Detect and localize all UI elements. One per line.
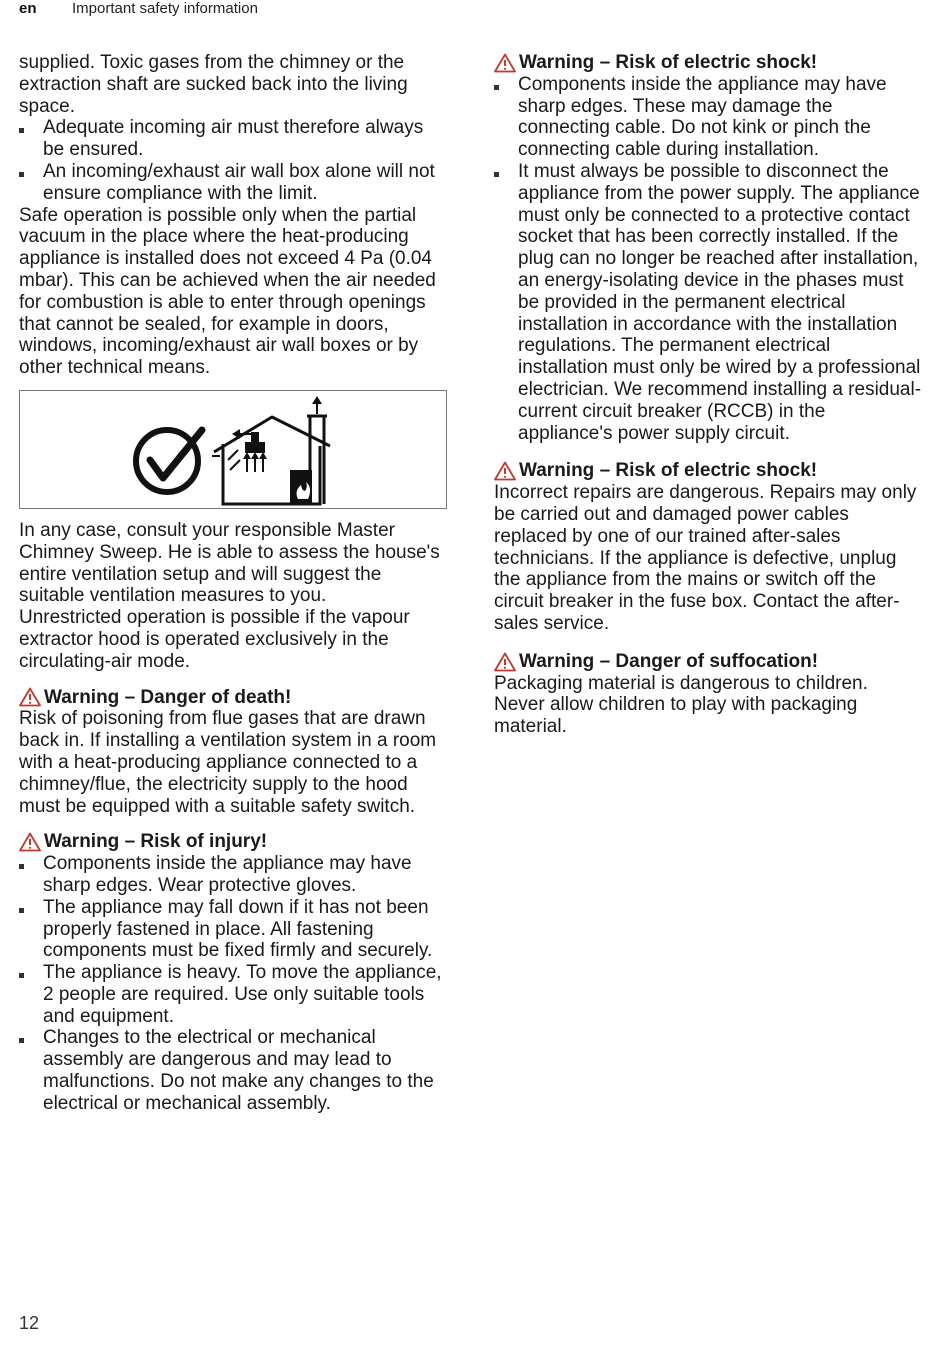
list-item: It must always be possible to disconnect the appliance from the power supply. The appliance must only be connected to a protective contact socket that has been correctly installed. If the plug can no longer be reached after installation, an energy-isolating device in the phases must be provided in the permanent electrical installation in accordance with the installation regulations. The permanent electrical installation must only be wired by a professional electrician. We recommend installing a residual-current circuit breaker (RCCB) in the appliance's power supply circuit.	[494, 161, 922, 444]
intro-paragraph: supplied. Toxic gases from the chimney or the extraction shaft are sucked back into the living space.	[19, 52, 408, 117]
warning-title: Warning – Risk of electric shock!	[519, 460, 818, 482]
right-column	[494, 52, 922, 738]
consult-paragraph: In any case, consult your responsible Master Chimney Sweep. He is able to assess the house's entire ventilation setup and will suggest the suitable ventilation measures to you.	[19, 519, 440, 607]
left-column	[19, 52, 447, 1115]
list-item: Adequate incoming air must therefore always be ensured.	[19, 117, 447, 161]
warning-triangle-icon	[494, 461, 516, 481]
intro-bullet-list	[19, 117, 447, 204]
warning-title: Warning – Danger of suffocation!	[519, 650, 819, 672]
warning-triangle-icon	[494, 53, 516, 73]
language-code: en	[19, 0, 37, 17]
warning-triangle-icon	[19, 832, 41, 852]
list-item: An incoming/exhaust air wall box alone will not ensure compliance with the limit.	[19, 161, 447, 205]
list-item: Components inside the appliance may have sharp edges. Wear protective gloves.	[19, 853, 447, 897]
section-title: Important safety information	[72, 0, 258, 17]
list-item: The appliance is heavy. To move the appliance, 2 people are required. Use only suitable tools and equipment.	[19, 962, 447, 1027]
warning-title: Warning – Danger of death!	[44, 686, 292, 708]
ventilation-figure	[19, 390, 447, 509]
warning-heading	[494, 460, 922, 482]
warning-heading	[494, 52, 922, 74]
warning-text: Packaging material is dangerous to children. Never allow children to play with packaging material.	[494, 672, 868, 738]
list-item: Components inside the appliance may have sharp edges. These may damage the connecting cable. Do not kink or pinch the connecting cable during installation.	[494, 74, 922, 161]
unrestricted-paragraph: Unrestricted operation is possible if the vapour extractor hood is operated exclusively in the circulating-air mode.	[19, 607, 410, 672]
checkmark-house-ventilation-illustration	[130, 394, 360, 509]
safe-operation-paragraph: Safe operation is possible only when the partial vacuum in the place where the heat-producing appliance is installed does not exceed 4 Pa (0.04 mbar). This can be achieved when the air needed for combustion is able to enter through openings that cannot be sealed, for example in doors, windows, incoming/exhaust air wall boxes or by other technical means.	[19, 204, 436, 379]
warning-triangle-icon	[19, 687, 41, 707]
warning-text: Risk of poisoning from flue gases that are drawn back in. If installing a ventilation system in a room with a heat-producing appliance connected to a chimney/flue, the electricity supply to the hood must be equipped with a suitable safety switch.	[19, 708, 437, 817]
warning-title: Warning – Risk of injury!	[44, 831, 268, 853]
list-item: The appliance may fall down if it has not been properly fastened in place. All fastening components must be fixed firmly and securely.	[19, 897, 447, 962]
warning-heading	[19, 831, 447, 853]
list-item: Changes to the electrical or mechanical assembly are dangerous and may lead to malfunctions. Do not make any changes to the electrical or mechanical assembly.	[19, 1027, 447, 1114]
shock-bullet-list	[494, 74, 922, 445]
injury-bullet-list	[19, 853, 447, 1115]
warning-heading	[19, 687, 447, 709]
warning-heading	[494, 651, 922, 673]
warning-text: Incorrect repairs are dangerous. Repairs may only be carried out and damaged power cables replaced by one of our trained after-sales technicians. If the appliance is defective, unplug the appliance from the mains or switch off the circuit breaker in the fuse box. Contact the after-sales service.	[494, 482, 917, 634]
warning-triangle-icon	[494, 652, 516, 672]
warning-title: Warning – Risk of electric shock!	[519, 52, 818, 73]
page-number: 12	[19, 1313, 40, 1333]
